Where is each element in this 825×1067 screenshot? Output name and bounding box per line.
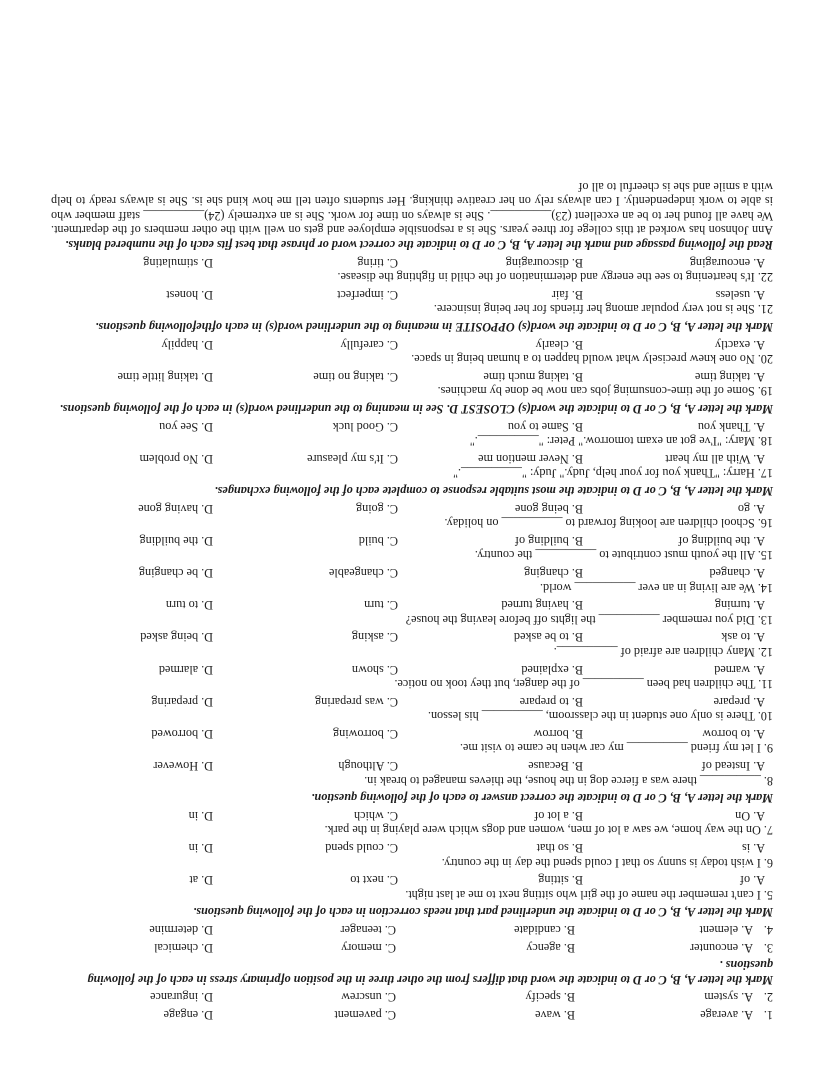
answer-option[interactable]: A. element xyxy=(699,923,753,938)
question-stem xyxy=(51,773,773,788)
answer-option[interactable]: D. borrowed xyxy=(151,726,213,741)
answer-option[interactable]: C. carefully xyxy=(340,337,398,352)
question-text: __________ there was a fierce dog in the house, the thieves managed to break in. xyxy=(364,773,761,788)
question-text: I can't remember the name of the girl who sitting next to me at last night. xyxy=(405,887,761,902)
answer-option[interactable]: A. is xyxy=(741,841,765,856)
answer-options xyxy=(51,598,773,613)
answer-option[interactable]: C. tiring xyxy=(357,255,398,270)
answer-option[interactable]: B. sitting xyxy=(538,873,583,888)
answer-option[interactable]: B. clearly xyxy=(535,337,583,352)
answer-option[interactable]: B. candidate xyxy=(514,923,575,938)
answer-option[interactable]: C. turn xyxy=(364,598,398,613)
answer-options xyxy=(51,255,773,270)
answer-option[interactable]: B. so that xyxy=(536,841,583,856)
question-stem xyxy=(51,855,773,870)
answer-option[interactable]: A. turning xyxy=(714,598,765,613)
question-number: 1. xyxy=(763,1008,773,1022)
question-text: No one knew precisely what would happen to a human being in space. xyxy=(411,352,755,367)
question-text: Mary: "I've got an exam tomorrow." Peter: "__________." xyxy=(469,434,755,449)
answer-option[interactable]: B. agency xyxy=(526,940,575,955)
answer-options xyxy=(51,565,773,580)
answer-options xyxy=(51,369,773,384)
answer-option[interactable]: C. memory xyxy=(341,940,396,955)
section-instruction: Mark the letter A, B, C or D to indicate the word that differs from the other three in the position ofprimary stress in each of the following questions . xyxy=(87,958,773,987)
answer-option[interactable]: B. to prepare xyxy=(519,694,583,709)
answer-option[interactable]: B. discouraging xyxy=(505,255,583,270)
question-number: 7. xyxy=(763,823,773,838)
question-stem xyxy=(51,516,773,531)
question-number: 8. xyxy=(763,773,773,788)
question-stem xyxy=(51,270,773,285)
question-number: 18. xyxy=(757,434,773,449)
answer-option[interactable]: C. could spend xyxy=(325,841,398,856)
answer-option[interactable]: C. taking no time xyxy=(313,369,398,384)
question-text: I let my friend __________ my car when he came to visit me. xyxy=(459,741,761,756)
question-number: 13. xyxy=(757,612,773,627)
answer-option[interactable]: C. pavement xyxy=(334,1008,396,1022)
question-number: 21. xyxy=(757,302,773,317)
answer-option[interactable]: B. taking much time xyxy=(483,369,583,384)
answer-option[interactable]: C. borrowing xyxy=(333,726,398,741)
question-number: 9. xyxy=(763,741,773,756)
answer-option[interactable]: D. to turn xyxy=(165,598,213,613)
question-stem xyxy=(51,580,773,595)
question-number: 3. xyxy=(763,940,773,955)
question-number: 4. xyxy=(763,923,773,938)
answer-option[interactable]: D. be changing xyxy=(138,565,213,580)
answer-option[interactable]: A. useless xyxy=(715,287,765,302)
answer-options xyxy=(51,940,773,955)
answer-option[interactable]: D. at xyxy=(189,873,213,888)
question-text: There is only one student in the classroom, __________ his lesson. xyxy=(427,709,755,724)
answer-option[interactable]: C. teenager xyxy=(340,923,396,938)
answer-options xyxy=(51,922,773,937)
section-instruction: Mark the letter A, B, C or D to indicate the underlined part that needs correction in each of the following questions. xyxy=(193,905,773,920)
question-number: 14. xyxy=(757,580,773,595)
question-stem xyxy=(51,384,773,399)
answer-options xyxy=(51,990,773,1005)
question-number: 6. xyxy=(763,855,773,870)
answer-option[interactable]: B. having turned xyxy=(501,598,583,613)
answer-option[interactable]: D. determine xyxy=(149,923,213,938)
answer-option[interactable]: C. It's my pleasure xyxy=(307,451,398,466)
question-text: School children are looking forward to __________ on holiday. xyxy=(444,516,755,531)
answer-option[interactable]: C. going xyxy=(356,501,398,516)
question-text: Harry: "Thank you for your help, Judy." Judy: "__________." xyxy=(452,466,755,481)
question-stem xyxy=(51,741,773,756)
answer-option[interactable]: B. building of xyxy=(514,533,583,548)
answer-option[interactable]: C. was preparing xyxy=(315,694,398,709)
answer-option[interactable]: D. happily xyxy=(161,337,213,352)
question-number: 20. xyxy=(757,352,773,367)
answer-option[interactable]: B. to be asked xyxy=(513,630,583,645)
answer-option[interactable]: D. having gone xyxy=(138,501,213,516)
question-number: 5. xyxy=(763,887,773,902)
answer-option[interactable]: C. changeable xyxy=(328,565,398,580)
question-stem xyxy=(51,709,773,724)
answer-option[interactable]: A. to ask xyxy=(721,630,765,645)
answer-option[interactable]: A. system xyxy=(704,990,753,1005)
question-text: I wish today is sunny so that I could spend the day in the country. xyxy=(441,855,761,870)
section-instruction: Mark the letter A, B, C or D to indicate the most suitable response to complete each of the following exchanges. xyxy=(214,484,773,498)
question-number: 17. xyxy=(757,466,773,481)
question-number: 10. xyxy=(757,709,773,724)
answer-option[interactable]: B. Because xyxy=(528,759,583,774)
question-text: All the youth must contribute to __________ the country. xyxy=(474,548,756,563)
answer-option[interactable]: A. average xyxy=(700,1008,753,1022)
answer-option[interactable]: B. explained xyxy=(521,662,583,677)
question-stem xyxy=(51,466,773,481)
question-number: 12. xyxy=(757,644,773,659)
answer-options xyxy=(51,419,773,434)
answer-option[interactable]: C. imperfect xyxy=(337,287,398,302)
reading-passage: Ann Johnson has worked at this college for three years. She is a responsible employee and gets on well with the other members of the department. We have all found her to be an excellent (23)__________. She is always on time for work. She is an extremely (24)__________ staff member who is able to work independently. I can always rely on her creative thinking. Her students often tell me how kind she is. She is always ready to help with a smile and she is cheerful to all of xyxy=(51,179,773,238)
answer-option[interactable]: A. to borrow xyxy=(702,726,765,741)
answer-option[interactable]: B. being gone xyxy=(514,501,583,516)
answer-option[interactable]: A. prepare xyxy=(713,694,765,709)
answer-options xyxy=(51,662,773,677)
question-stem xyxy=(51,644,773,659)
answer-option[interactable]: A. go xyxy=(737,501,765,516)
answer-option[interactable]: B. fair xyxy=(551,287,583,302)
answer-option[interactable]: A. warned xyxy=(714,662,765,677)
question-text: We are living in an ever __________ world. xyxy=(539,580,755,595)
answer-option[interactable]: D. alarmed xyxy=(158,662,213,677)
answer-option[interactable]: A. of xyxy=(739,873,765,888)
section-instruction: Read the following passage and mark the letter A, B, C or D to indicate the correct word or phrase that best fits each of the numbered blanks. xyxy=(65,238,773,253)
answer-options xyxy=(51,840,773,855)
answer-option[interactable]: B. specify xyxy=(525,990,575,1005)
answer-option[interactable]: C. which xyxy=(353,808,398,823)
answer-option[interactable]: A. changed xyxy=(709,565,765,580)
question-text: Some of the time-consuming jobs can now be done by machines. xyxy=(437,384,755,399)
answer-options xyxy=(51,451,773,466)
section-instruction: Mark the letter A, B, C or D to indicate the word(s) OPPOSITE in meaning to the underlined word(s) in each ofthefollowing questions. xyxy=(95,320,773,335)
answer-option[interactable]: D. the building xyxy=(139,533,213,548)
answer-option[interactable]: D. No problem xyxy=(139,451,213,466)
answer-option[interactable]: C. build xyxy=(358,533,398,548)
answer-option[interactable]: B. a lot of xyxy=(534,808,583,823)
exam-content xyxy=(51,179,773,1025)
answer-option[interactable]: A. taking time xyxy=(694,369,765,384)
answer-option[interactable]: D. taking little time xyxy=(117,369,213,384)
answer-option[interactable]: D. engage xyxy=(163,1008,213,1022)
answer-option[interactable]: D. being asked xyxy=(140,630,213,645)
answer-option[interactable]: D. honest xyxy=(166,287,213,302)
answer-options xyxy=(51,873,773,888)
answer-option[interactable]: A. Thank you xyxy=(697,419,765,434)
answer-option[interactable]: D. ingurance xyxy=(150,990,213,1005)
answer-option[interactable]: B. borrow xyxy=(533,726,583,741)
question-number: 19. xyxy=(757,384,773,399)
answer-option[interactable]: B. Same to you xyxy=(507,419,583,434)
answer-option[interactable]: A. With all my heart xyxy=(665,451,765,466)
answer-options xyxy=(51,501,773,516)
answer-options xyxy=(51,694,773,709)
answer-option[interactable]: D. preparing xyxy=(151,694,213,709)
question-stem xyxy=(51,887,773,902)
question-text: It's heartening to see the energy and determination of the child in fighting the disease. xyxy=(337,270,755,285)
answer-option[interactable]: C. asking xyxy=(351,630,398,645)
question-number: 2. xyxy=(763,990,773,1005)
answer-option[interactable]: D. chemical xyxy=(154,940,213,955)
answer-option[interactable]: C. Although xyxy=(338,759,398,774)
question-number: 11. xyxy=(758,677,773,692)
answer-options xyxy=(51,533,773,548)
answer-option[interactable]: A. the building of xyxy=(678,533,765,548)
question-stem xyxy=(51,823,773,838)
answer-option[interactable]: D. However xyxy=(153,759,213,774)
question-stem xyxy=(51,352,773,367)
answer-options xyxy=(51,759,773,774)
answer-options xyxy=(51,1007,773,1022)
question-number: 16. xyxy=(757,516,773,531)
question-text: On the way home, we saw a lot of men, women and dogs which were playing in the park. xyxy=(324,823,761,838)
answer-options xyxy=(51,337,773,352)
answer-option[interactable]: C. unscrew xyxy=(341,990,396,1005)
question-text: The children had been __________ of the danger, but they took no notice. xyxy=(394,677,756,692)
section-instruction: Mark the letter A, B, C or D to indicate the correct answer to each of the following question. xyxy=(311,791,773,806)
question-text: Did you remember __________ the lights off before leaving the house? xyxy=(405,612,755,627)
question-number: 15. xyxy=(757,548,773,563)
answer-option[interactable]: A. encounter xyxy=(690,940,753,955)
question-stem xyxy=(51,548,773,563)
answer-option[interactable]: D. in xyxy=(188,808,213,823)
answer-option[interactable]: B. Never mention me xyxy=(478,451,583,466)
question-stem xyxy=(51,612,773,627)
question-text: She is not very popular among her friends for her being insincere. xyxy=(433,302,755,317)
question-number: 22. xyxy=(757,270,773,285)
answer-option[interactable]: D. See you xyxy=(159,419,213,434)
answer-option[interactable]: C. next to xyxy=(350,873,398,888)
question-stem xyxy=(51,302,773,317)
answer-option[interactable]: A. encouraging xyxy=(689,255,765,270)
answer-option[interactable]: D. in xyxy=(188,841,213,856)
answer-option[interactable]: A. Instead of xyxy=(701,759,765,774)
answer-option[interactable]: B. wave xyxy=(535,1008,575,1022)
answer-option[interactable]: C. shown xyxy=(351,662,398,677)
answer-option[interactable]: A. exactly xyxy=(714,337,765,352)
answer-option[interactable]: A. On xyxy=(735,808,765,823)
question-text: Many children are afraid of __________. xyxy=(553,644,755,659)
answer-options xyxy=(51,630,773,645)
answer-option[interactable]: B. changing xyxy=(524,565,583,580)
answer-options xyxy=(51,726,773,741)
section-instruction: Mark the letter A, B, C or D to indicate the word(s) CLOSEST D. See in meaning to the underlined word(s) in each of the following questions. xyxy=(59,402,773,417)
question-stem xyxy=(51,434,773,449)
answer-option[interactable]: D. stimulating xyxy=(143,255,213,270)
question-stem xyxy=(51,677,773,692)
answer-options xyxy=(51,287,773,302)
answer-option[interactable]: C. Good luck xyxy=(332,419,398,434)
answer-options xyxy=(51,808,773,823)
